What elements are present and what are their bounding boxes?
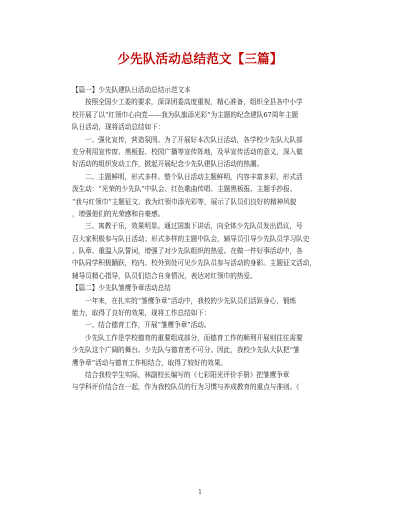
body-line: 一、结合德育工作，开展“雏鹰争章”活动。 (85, 321, 211, 330)
body-line: 校开展了以“红领巾心向党——我为队旗添光彩”为主题的纪念建队67周年主题 (72, 110, 299, 119)
body-line: 一年来，在扎实的“雏鹰争章”活动中，我校的少先队员们活跃身心，锻炼 (85, 296, 297, 305)
body-line: 二、主题鲜明，形式多样。整个队日活动主题鲜明，内容丰富多彩，形式活 (85, 172, 303, 181)
body-line: 少先队工作是学校德育的重要组成部分，而德育工作的顺利开展则往往需要 (85, 333, 303, 342)
body-line: 少先队这个广阔的舞台。少先队与德育密不可分。因此，我校少先队大队把“雏 (72, 346, 300, 355)
body-line: 鹰争章”活动与德育工作相结合，取得了较好的效果。 (72, 358, 228, 367)
body-line: 充分利用宣传窗、黑板报、校园广播等宣传阵地，及早宣传活动的意义，深入做 (72, 147, 303, 156)
body-line: 辅导员精心指导，队员们结合自身情况，表达对红领巾的热爱。 (72, 271, 257, 280)
body-line: 与学科评价结合在一起，作为我校队员的行为习惯与养成教育的重点与准则。《 (72, 383, 300, 392)
document-body (72, 84, 334, 394)
body-line: 泼生动：“光荣的少先队”中队会、红色歌曲传唱、主题黑板报、主题手抄报、 (72, 185, 297, 194)
body-line: 召大家积极参与队日活动；形式多样的主题中队会，辅导员引导少先队员学习队史 (72, 234, 310, 243)
body-line: 好活动的组织发动工作，掀起开展纪念少先队建队日活动的热潮。 (72, 160, 264, 169)
body-line: 能力，取得了良好的效果，现将工作总结如下： (72, 309, 211, 318)
body-line: “我与红领巾”主题征文、我为红领巾添光彩等，展示了队员们良好的精神风貌 (72, 197, 297, 206)
body-line: 按照全国少工委的要求，深泽团委高度重视，精心准备，组织全县各中小学 (85, 98, 303, 107)
body-line: 队日活动，现将活动总结如下： (72, 123, 165, 132)
body-line: 、队章、重温入队誓词，增强了对少先队组织的热爱。在做一件好事活动中，各 (72, 247, 303, 256)
page-number: 1 (198, 489, 202, 496)
body-line: 三、寓教于乐，效果明显。通过国旗下讲话，向全体少先队员发出倡议，号 (85, 222, 303, 231)
body-line: 一、强化宣传，营造氛围。为了开展好本次队日活动，各学校少先队大队部 (85, 135, 303, 144)
body-line: 中队同学积极踊跃，校内、校外到处可见少先队员参与活动的身影。主题征文活动， (72, 259, 316, 268)
body-line: 【篇一】少先队建队日活动总结示范文本 (72, 86, 191, 94)
body-line: 【篇二】少先队雏鹰争章活动总结 (72, 284, 171, 293)
body-line: 结合我校学生实际，林副校长编写的《七彩阳光评价手册》把雏鹰争章 (85, 370, 290, 379)
body-line: ，增强他们的光荣感和自豪感。 (72, 209, 165, 218)
document-title: 少先队活动总结范文【三篇】 (117, 51, 283, 66)
